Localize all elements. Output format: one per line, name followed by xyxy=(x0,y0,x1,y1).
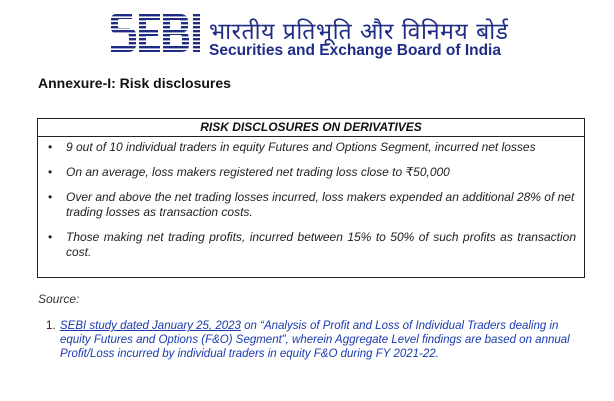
list-item: • Those making net trading profits, incurred between 15% to 50% of such profits as transaction cost. xyxy=(48,230,576,259)
risk-disclosure-list xyxy=(38,140,584,260)
footnote xyxy=(46,319,586,361)
risk-disclosure-heading: RISK DISCLOSURES ON DERIVATIVES xyxy=(38,119,584,137)
sebi-header xyxy=(110,10,510,60)
bullet-icon: • xyxy=(48,190,53,204)
annexure-title: Annexure-I: Risk disclosures xyxy=(38,75,231,91)
sebi-study-link[interactable]: SEBI study dated January 25, 2023 xyxy=(60,320,241,332)
risk-disclosure-box xyxy=(37,118,585,278)
bullet-icon: • xyxy=(48,230,53,244)
footnote-text xyxy=(60,319,586,361)
list-item: • 9 out of 10 individual traders in equity Futures and Options Segment, incurred net losses xyxy=(48,140,536,154)
sebi-logo xyxy=(110,10,205,56)
list-item: • On an average, loss makers registered net trading loss close to ₹50,000 xyxy=(48,165,450,179)
bullet-icon: • xyxy=(48,140,53,154)
list-item: • Over and above the net trading losses incurred, loss makers expended an additional 28% of net trading losses as transaction costs. xyxy=(48,190,575,219)
footnote-description: on “Analysis of Profit and Loss of Individual Traders dealing in equity Futures and Options (F&O) Segment”, wherein Aggregate Level findings are based on annual Profit/Loss incurred by individual traders in equity F&O during FY 2021-22. xyxy=(60,320,570,360)
hindi-org-name: भारतीय प्रतिभूति और विनिमय बोर्ड xyxy=(209,19,509,45)
bullet-icon: • xyxy=(48,165,53,179)
footnote-number: 1. xyxy=(46,320,56,332)
source-label: Source: xyxy=(38,292,80,306)
english-org-name: Securities and Exchange Board of India xyxy=(209,42,501,59)
